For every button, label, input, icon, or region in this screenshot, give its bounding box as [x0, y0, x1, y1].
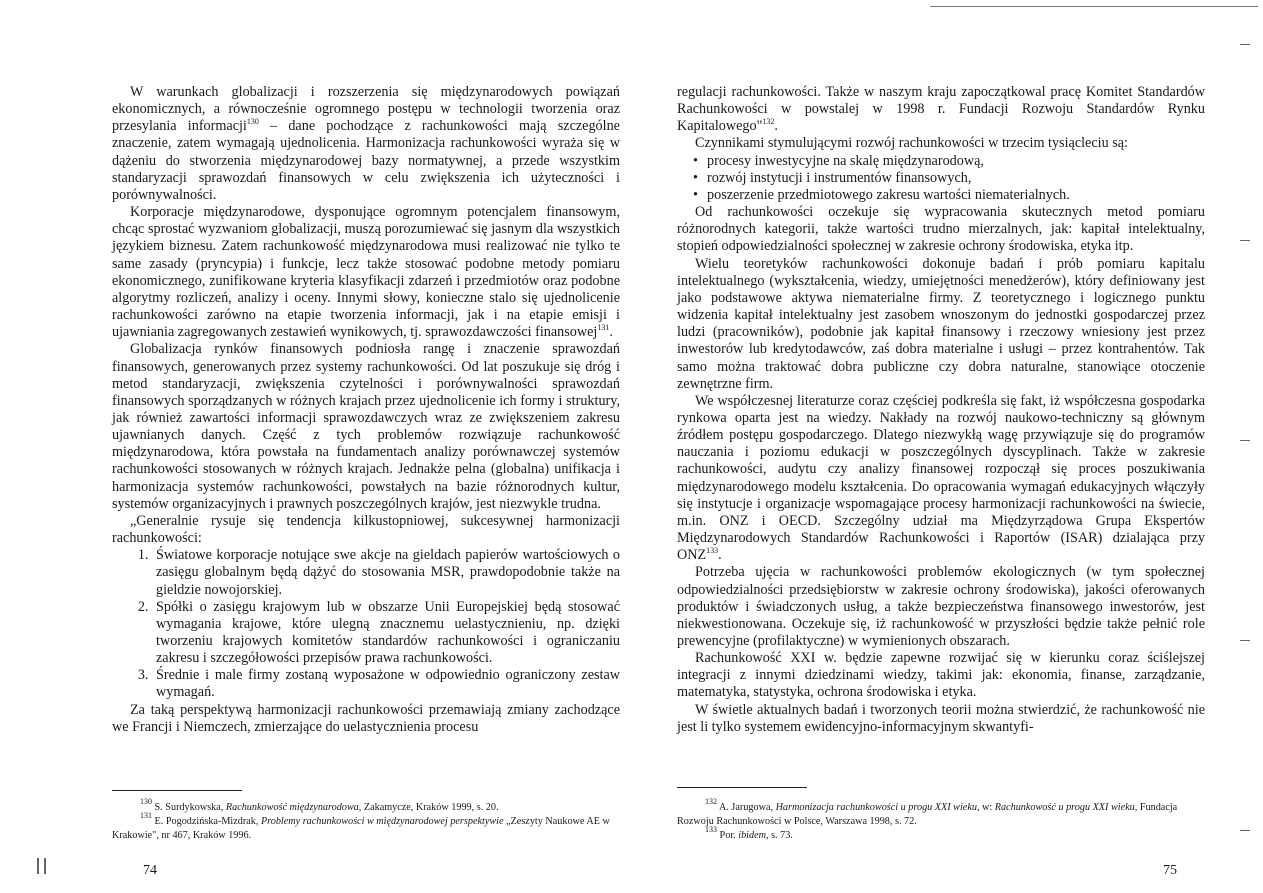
list-item: 3. Średnie i male firmy zostaną wyposażone w odpowiednio ograniczony zestaw wymagań.: [152, 667, 620, 701]
right-footnotes: [677, 797, 1205, 843]
page-number: 75: [1163, 863, 1177, 878]
left-body-text: [112, 84, 620, 736]
page-number: 74: [143, 863, 157, 878]
footnote: $^{132}$ A. Jarugowa, Harmonizacja rachunkowości u progu XXI wieku, w: Rachunkowość u progu XXI wieku, Fundacja Rozwoju Rachunkowości w Polsce, Warszawa 1998, s. 72.: [677, 797, 1178, 827]
list-item: • poszerzenie przedmiotowego zakresu wartości niematerialnych.: [707, 187, 1205, 204]
scan-artifact: [1240, 830, 1250, 831]
numbered-list: [112, 547, 620, 701]
footnote-ref[interactable]: 133: [706, 546, 719, 556]
bullet-list: [677, 153, 1205, 204]
paragraph: Korporacje międzynarodowe, dysponujące ogromnym potencjalem finansowym, chcąc sprostać wyzwaniom globalizacji, muszą porozumiewać się jasnym dla wszystkich językiem biznesu. Zatem rachunkowość międzynarodowa musi realizować nie tylko te same zasady (pryncypia) i funkcje, lecz także stosować podobne metody pomiaru ekonomicznego, zunifikowane kryteria klasyfikacji zdarzeń i przedmiotów oraz podobne algorytmy rozliczeń, analizy i oceny. Innymi słowy, konieczne stalo się ujednolicenie rachunkowości zarówno na etapie tworzenia informacji, jak i na etapie emisji i ujawniania zagregowanych zestawień wynikowych, tj. sprawozdawczości finansowej$^{131}$.: [112, 204, 620, 341]
paragraph: „Generalnie rysuje się tendencja kilkustopniowej, sukcesywnej harmonizacji rachunkowości:: [112, 512, 620, 547]
scan-artifact: [1240, 44, 1250, 45]
paragraph: regulacji rachunkowości. Także w naszym kraju zapoczątkowal pracę Komitet Standardów Rachunkowości w powstalej w 1998 r. Fundacji Rozwoju Standardów Rynku Kapitalowego"$^{132}$.: [677, 84, 1205, 135]
footnote-divider: [677, 787, 807, 788]
footnote-divider: [112, 790, 242, 791]
left-footnotes: [112, 797, 620, 843]
right-body-text: [677, 84, 1205, 736]
right-page: [640, 0, 1263, 893]
paragraph: Za taką perspektywą harmonizacji rachunkowości przemawiają zmiany zachodzące we Francji i Niemczech, zmierzające do uelastycznienia procesu: [112, 701, 620, 735]
paragraph: Rachunkowość XXI w. będzie zapewne rozwijać się w kierunku coraz ściślejszej integracji z innymi dziedzinami wiedzy, takimi jak: ekonomia, finanse, zarządzanie, matematyka, statystyka, ochrona środowiska i etyka.: [677, 650, 1205, 701]
list-item: • rozwój instytucji i instrumentów finansowych,: [707, 170, 1205, 187]
footnote: $^{131}$ E. Pogodzińska-Mizdrak, Problemy rachunkowości w międzynarodowej perspektywie „Zeszyty Naukowe AE w Krakowie", nr 467, Kraków 1996.: [112, 811, 610, 841]
paragraph: Czynnikami stymulującymi rozwój rachunkowości w trzecim tysiącleciu są:: [695, 135, 1128, 152]
scan-artifact: [37, 858, 39, 874]
list-item: • procesy inwestycyjne na skalę międzynarodową,: [707, 153, 1205, 170]
footnote-ref[interactable]: 130: [246, 117, 259, 127]
paragraph: Od rachunkowości oczekuje się wypracowania skutecznych metod pomiaru różnorodnych kategorii, także wartości trudno mierzalnych, jak: kapitał intelektualny, stopień odpowiedzialności społecznej w zakresie ochrony środowiska, etyka itp.: [677, 204, 1205, 255]
footnote: $^{133}$ Por. ibidem, s. 73.: [705, 825, 793, 841]
paragraph: W świetle aktualnych badań i tworzonych teorii można stwierdzić, że rachunkowość nie jest li tylko systemem ewidencyjno-informacyjnym skwantyfi-: [677, 701, 1205, 735]
scan-artifact: [44, 858, 46, 874]
footnote: $^{130}$ S. Surdykowska, Rachunkowość międzynarodowa, Zakamycze, Kraków 1999, s. 20.: [140, 797, 499, 813]
footnote-ref[interactable]: 131: [597, 323, 610, 333]
list-item: 1. Światowe korporacje notujące swe akcje na gieldach papierów wartościowych o zasięgu globalnym będą dążyć do stosowania MSR, prawdopodobnie także na gieldzie nowojorskiej.: [152, 547, 620, 598]
paragraph: Potrzeba ujęcia w rachunkowości problemów ekologicznych (w tym społecznej odpowiedzialności przedsiębiorstw w zakresie ochrony środowiska), jakości oferowanych produktów i świadczonych usług, a także bezpieczeństwa finansowego inwestorów, jest niekwestionowana. Oczekuje się, iż rachunkowość w przyszłości będzie także pełnić role prewencyjne (profilaktyczne) w wymienionych obszarach.: [677, 564, 1205, 649]
list-item: 2. Spółki o zasięgu krajowym lub w obszarze Unii Europejskiej będą stosować wymagania krajowe, które ulegną znacznemu uelastycznieniu, np. dzięki tworzeniu krajowych komitetów standardów rachunkowości i ograniczaniu zakresu i szczegółowości przepisów prawa rachunkowości.: [152, 599, 620, 668]
scan-artifact: [1240, 440, 1250, 441]
paragraph: We współczesnej literaturze coraz częściej podkreśla się fakt, iż współczesna gospodarka rynkowa oparta jest na wiedzy. Nakłady na rozwój naukowo-techniczny są głównym źródłem postępu gospodarczego. Dlatego niezwykłą wagę przywiązuje się do programów nauczania i poziomu edukacji w poszczególnych dyscyplinach. Także w zakresie rachunkowości, audytu czy analizy finansowej rozpoczął się proces poszukiwania międzynarodowego modelu kształcenia. Do opracowania wymagań edukacyjnych włączyły się instytucje i organizacje wspomagające procesy harmonizacji rachunkowości na świecie, m.in. ONZ i OECD. Szczególny udział ma Międzyrządowa Grupa Ekspertów Międzynarodowych Standardów Rachunkowości i Raportów (ISAR) dzialająca przy ONZ$^{133}$.: [677, 392, 1205, 564]
scan-artifact: [1240, 640, 1250, 641]
paragraph: Wielu teoretyków rachunkowości dokonuje badań i prób pomiaru kapitalu intelektualnego (wykształcenia, wiedzy, umiejętności menedżerów), który definiowany jest jako podstawowe aktywa niematerialne firmy. Z teoretycznego i logicznego punktu widzenia kapitał intelektualny jest zasobem wnoszonym do jednostki gospodarczej przez ludzi (pracowników), podobnie jak kapitał finansowy i rzeczowy wniesiony jest przez inwestorów lub kredytodawców, zaś dobra materialne i usługi – przez kontrahentów. Tak samo można traktować dobra publiczne czy dobra naturalne, stanowiące otoczenie zewnętrzne firm.: [677, 255, 1205, 392]
footnote-ref[interactable]: 132: [762, 117, 775, 127]
paragraph: W warunkach globalizacji i rozszerzenia się międzynarodowych powiązań ekonomicznych, a równocześnie ogromnego postępu w technologii tworzenia oraz przesylania informacji$^{130}$ – dane pochodzące z rachunkowości mają szczególne znaczenie, zatem wymagają ujednolicenia. Harmonizacja rachunkowości wyraża się w dążeniu do stworzenia międzynarodowej bazy normatywnej, a przede wszystkim standaryzacji sprawozdań finansowych w celu zwiększenia ich użyteczności i porównywalności.: [112, 84, 620, 203]
paragraph: Globalizacja rynków finansowych podniosła rangę i znaczenie sprawozdań finansowych, generowanych przez systemy rachunkowości. Od lat poszukuje się dróg i metod standaryzacji, zwiększenia czytelności i porównywalności sprawozdań finansowych sporządzanych w różnych krajach przez ujednolicenie ich formy i struktury, jak również zawartości informacji sprawozdawczych wraz ze zwiększeniem zakresu ujawnianych danych. Część z tych problemów rozwiązuje rachunkowość międzynarodowa, która powstała na fundamentach analizy porównawczej systemów rachunkowości stosowanych w różnych krajach. Jednakże pelna (globalna) unifikacja i harmonizacja systemów rachunkowości, powstałych na bazie różnorodnych kultur, systemów organizacyjnych i prawnych poszczególnych krajów, jest niezwykle trudna.: [112, 341, 620, 512]
scan-artifact: [1240, 240, 1250, 241]
